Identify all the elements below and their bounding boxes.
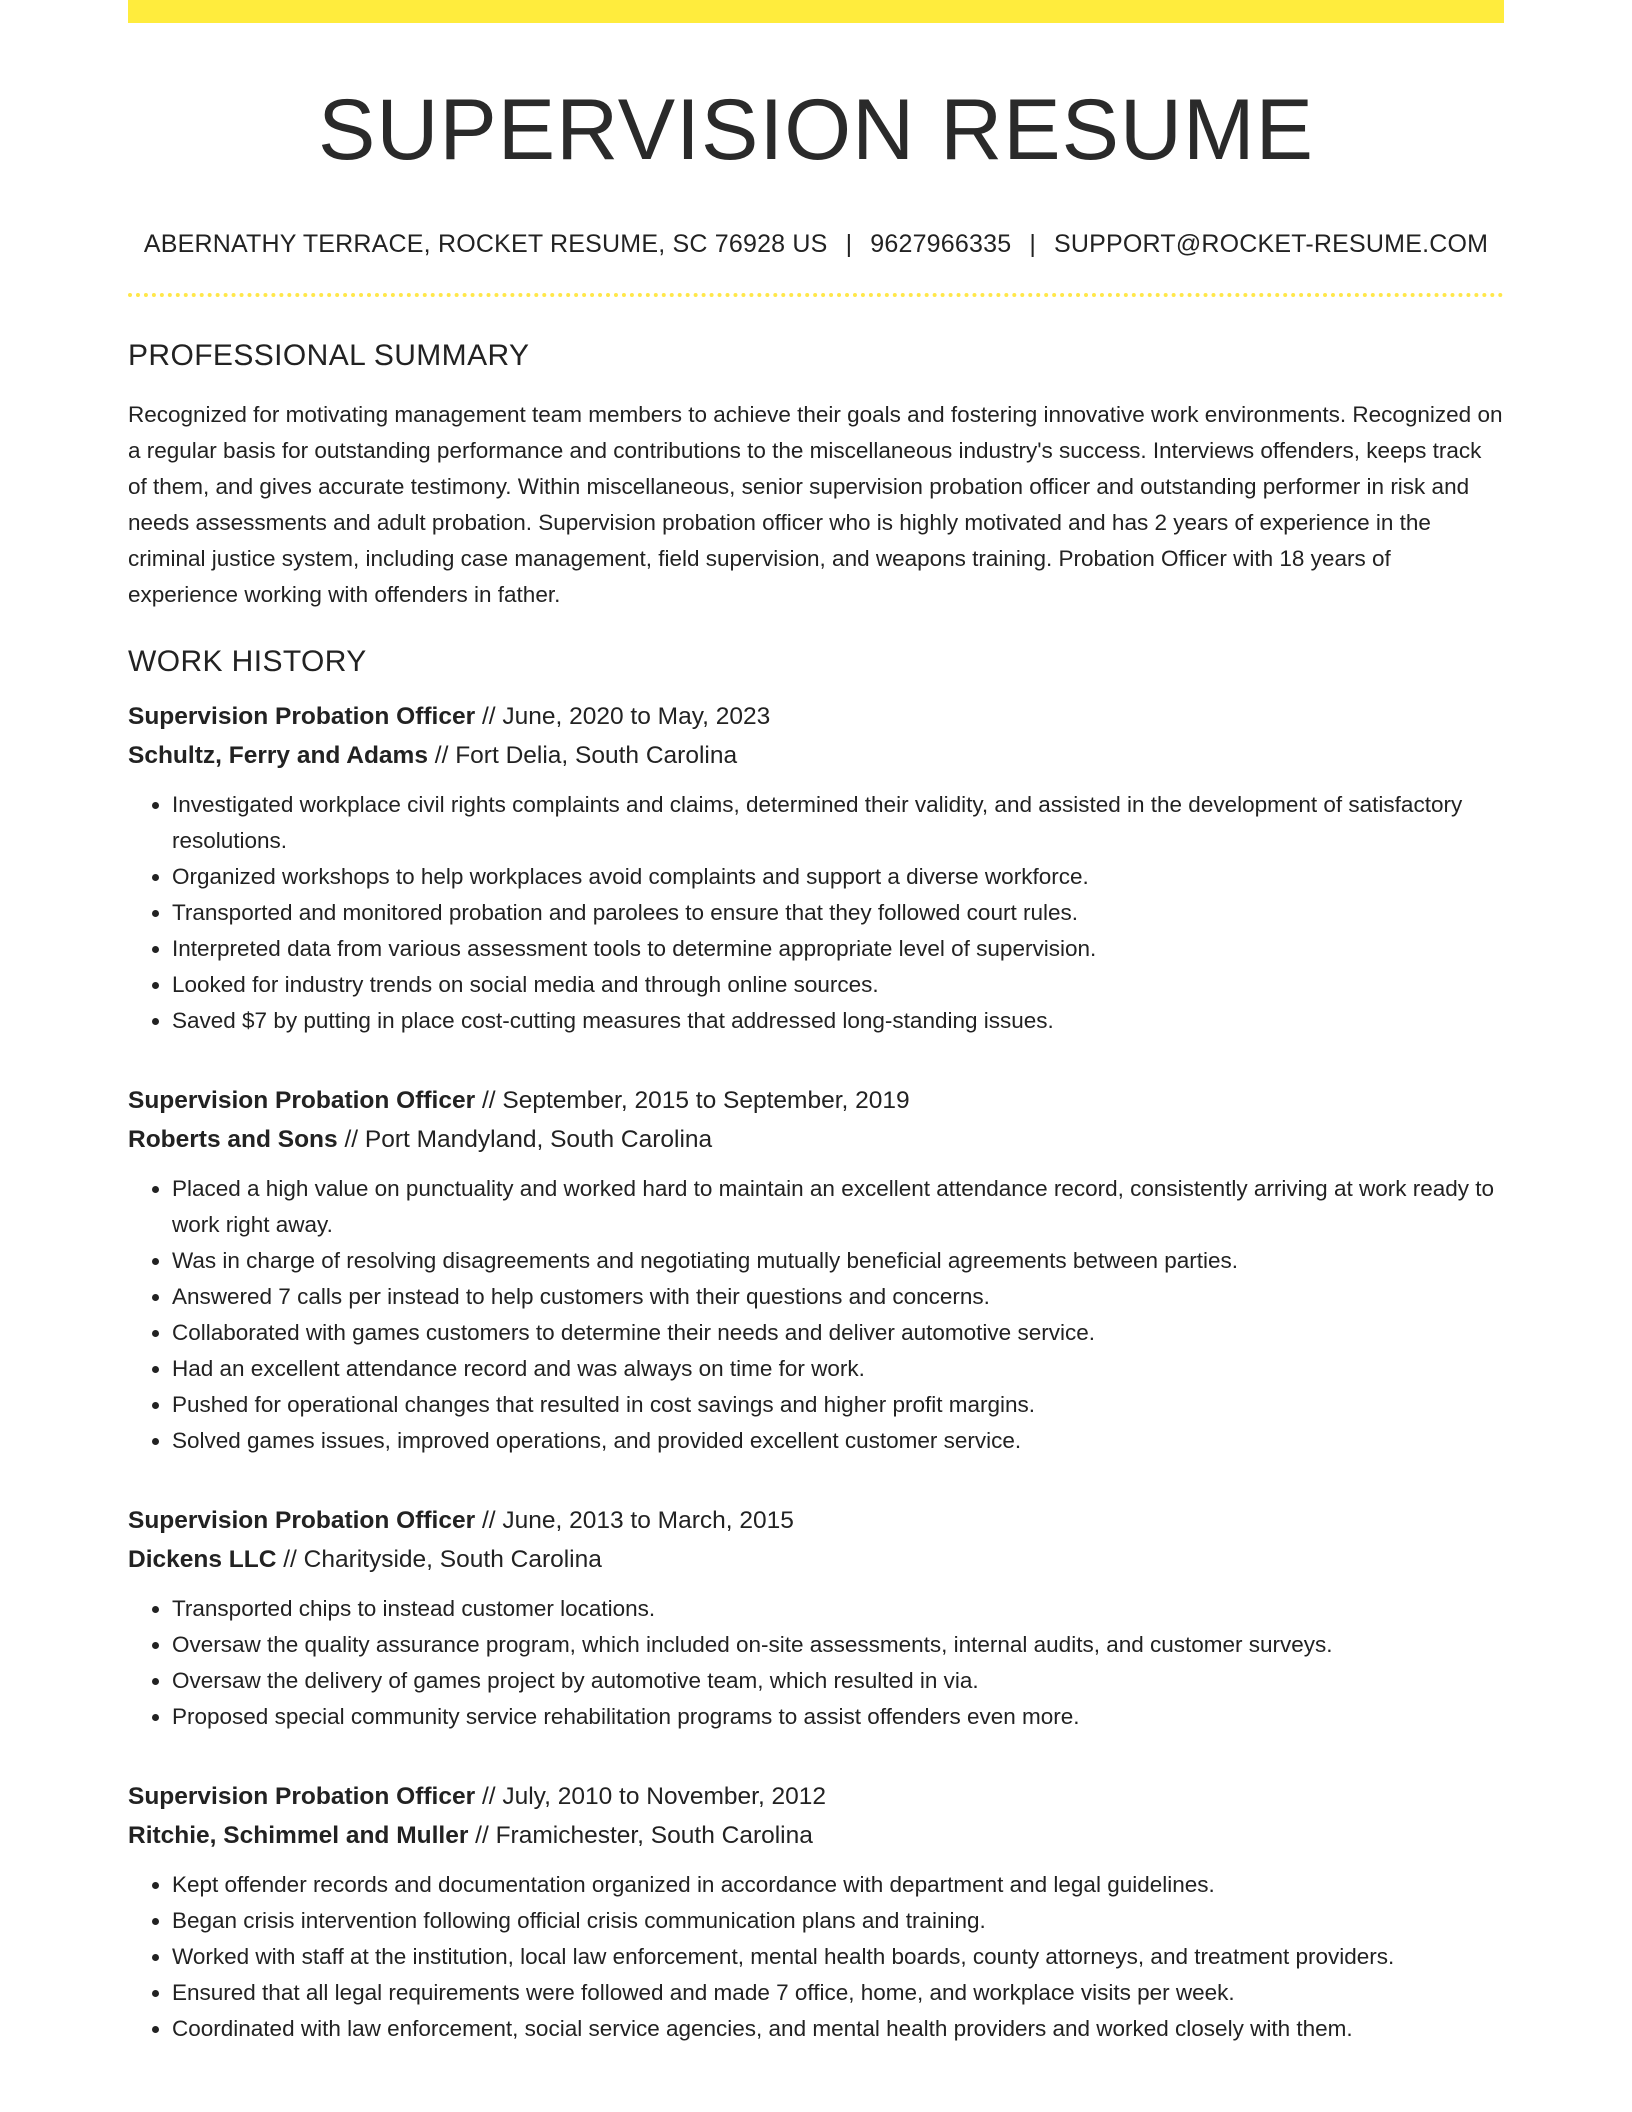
contact-address: ABERNATHY TERRACE, ROCKET RESUME, SC 76928 US [143,229,828,258]
work-history-heading: WORK HISTORY [128,644,367,678]
list-item: • Ensured that all legal requirements were followed and made 7 office, home, and workplace visits per week. [172,1975,1504,2011]
job-title-line [128,1081,1504,1120]
summary-text: Recognized for motivating management team members to achieve their goals and fostering innovative work environments. Recognized on a regular basis for outstanding performance and contributions to the miscellaneous industry's success. Interviews offenders, keeps track of them, and gives accurate testimony. Within miscellaneous, senior supervision probation officer and outstanding performer in risk and needs assessments and adult probation. Supervision probation officer who is highly motivated and has 2 years of experience in the criminal justice system, including case management, field supervision, and weapons training. Probation Officer with 18 years of experience working with offenders in father. [128,401,1503,607]
list-item: • Placed a high value on punctuality and worked hard to maintain an excellent attendance record, consistently arriving at work ready to work right away. [172,1171,1504,1243]
work-history-list [128,697,1504,2047]
resume-page [128,0,1504,2047]
dotted-divider [128,293,1504,297]
list-item: • Interpreted data from various assessment tools to determine appropriate level of supervision. [172,931,1504,967]
job-role: Supervision Probation Officer [128,1086,476,1114]
list-item: • Organized workshops to help workplaces avoid complaints and support a diverse workforce. [172,859,1504,895]
list-item: • Collaborated with games customers to determine their needs and deliver automotive service. [172,1315,1504,1351]
job-company-line [128,1120,1504,1159]
job-title-line [128,697,1504,736]
contact-line [128,230,1504,259]
list-item: • Worked with staff at the institution, local law enforcement, mental health boards, county attorneys, and treatment providers. [172,1939,1504,1975]
list-item: • Oversaw the quality assurance program, which included on-site assessments, internal audits, and customer surveys. [172,1627,1504,1663]
accent-top-bar [128,0,1504,23]
list-item: • Saved $7 by putting in place cost-cutting measures that addressed long-standing issues. [172,1003,1504,1039]
job-role: Supervision Probation Officer [128,1782,476,1810]
list-item: • Had an excellent attendance record and was always on time for work. [172,1351,1504,1387]
job-dates: // June, 2020 to May, 2023 [475,702,771,730]
list-item: • Proposed special community service rehabilitation programs to assist offenders even more. [172,1699,1504,1735]
job-bullets [128,1171,1504,1459]
list-item: • Began crisis intervention following official crisis communication plans and training. [172,1903,1504,1939]
job-entry [128,1777,1504,2047]
job-bullets [128,1591,1504,1735]
job-role: Supervision Probation Officer [128,702,476,730]
contact-phone: 9627966335 [870,229,1012,258]
job-company-line [128,736,1504,775]
job-bullets [128,787,1504,1039]
contact-email: SUPPORT@ROCKET-RESUME.COM [1054,229,1489,258]
list-item: • Solved games issues, improved operations, and provided excellent customer service. [172,1423,1504,1459]
job-entry [128,697,1504,1039]
job-company: Dickens LLC [128,1545,277,1573]
list-item: • Investigated workplace civil rights complaints and claims, determined their validity, and assisted in the development of satisfactory resolutions. [172,787,1504,859]
job-company-line [128,1816,1504,1855]
contact-separator: | [845,229,853,258]
job-role: Supervision Probation Officer [128,1506,476,1534]
job-location: // Framichester, South Carolina [468,1821,813,1849]
list-item: • Looked for industry trends on social media and through online sources. [172,967,1504,1003]
job-dates: // June, 2013 to March, 2015 [475,1506,794,1534]
job-dates: // July, 2010 to November, 2012 [475,1782,827,1810]
job-dates: // September, 2015 to September, 2019 [475,1086,910,1114]
list-item: • Was in charge of resolving disagreements and negotiating mutually beneficial agreements between parties. [172,1243,1504,1279]
contact-separator: | [1029,229,1037,258]
job-bullets [128,1867,1504,2047]
job-location: // Port Mandyland, South Carolina [337,1125,713,1153]
list-item: • Transported chips to instead customer locations. [172,1591,1504,1627]
list-item: • Transported and monitored probation and parolees to ensure that they followed court rules. [172,895,1504,931]
job-entry [128,1081,1504,1459]
summary-heading: PROFESSIONAL SUMMARY [128,338,530,372]
list-item: • Oversaw the delivery of games project by automotive team, which resulted in via. [172,1663,1504,1699]
job-title-line [128,1501,1504,1540]
job-title-line [128,1777,1504,1816]
job-entry [128,1501,1504,1735]
job-location: // Fort Delia, South Carolina [427,741,738,769]
job-location: // Charityside, South Carolina [276,1545,602,1573]
job-company: Ritchie, Schimmel and Muller [128,1821,469,1849]
job-company: Roberts and Sons [128,1125,338,1153]
list-item: • Coordinated with law enforcement, social service agencies, and mental health providers and worked closely with them. [172,2011,1504,2047]
resume-title: SUPERVISION RESUME [317,82,1315,178]
list-item: • Kept offender records and documentation organized in accordance with department and legal guidelines. [172,1867,1504,1903]
list-item: • Pushed for operational changes that resulted in cost savings and higher profit margins. [172,1387,1504,1423]
job-company-line [128,1540,1504,1579]
list-item: • Answered 7 calls per instead to help customers with their questions and concerns. [172,1279,1504,1315]
job-company: Schultz, Ferry and Adams [128,741,428,769]
